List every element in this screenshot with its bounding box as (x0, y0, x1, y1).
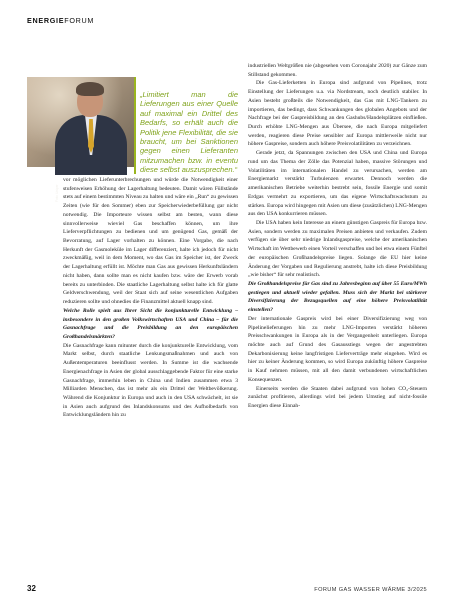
body-paragraph: Der internationale Gaspreis wird bei einer Diversifizierung weg von Pipelinelieferungen hin zu mehr LNG-Importen verstärkt höheren Preisschwankungen in Europa als in der Vergangenheit unterliegen. Europa möchte auch auf Grund des Gasausstiegs wegen der angestrebten Dekarbonisierung keine langfristigen Lieferverträge mehr eingehen. Wird es hier zu keiner Änderung kommen, so wird Europa zukünftig höhere Gaspreise in Kauf nehmen müssen, mit all den damit verbundenen wirtschaftlichen Konsequenzen. (248, 315, 427, 383)
section-header: ENERGIEFORUM (27, 16, 95, 25)
pullquote-divider (134, 77, 136, 174)
body-paragraph: Die Gasnachfrage kann mitunter durch die konjunkturelle Entwicklung, vom Markt selbst, durch staatliche Lenkungsmaßnahmen und auch von Außentemperaturen beeinflusst werden. In Summe ist die wachsende Energienachfrage in Asien der global ausschlaggebende Faktor für eine starke Gasnachfrage, immerhin leben in China und Indien zusammen etwa 3 Milliarden Menschen, das ist mehr als ein Drittel der Weltbevölkerung. Während die Konjunktur in Europa und auch in den USA schwächelt, ist sie in Asien auch aufgrund des Inlandskonsums und des Aufholbedarfs von Entwicklungsländern hin zu (63, 342, 238, 419)
interview-question: Die Großhandelspreise für Gas sind zu Jahresbeginn auf über 55 Euro/MWh gestiegen und aktuell wieder gefallen. Muss sich der Markt bei stärkerer Diversifizierung der Bezugsquellen auf eine höhere Preisvolatilität einstellen? (248, 280, 427, 314)
body-paragraph: Die Gas-Lieferketten in Europa sind aufgrund von Pipelines, trotz Einstellung der Lieferungen u.a. via Nordstream, noch deutlich stabiler. In Asien besteht großteils die Notwendigkeit, das Gas mit LNG-Tankern zu importieren, das bedingt, dass Schwankungen des globalen Angebots und der Nachfrage bei der Gaspreisbildung an den Gashubs/Handelsplätzen einfließen. Durch erhöhte LNG-Mengen aus Übersee, die nach Europa mitgeliefert werden, reagieren diese Preise sensibler auf Europa mittlerweile nicht nur höhere Gaspreise, sondern auch höhere Preisvolatilitäten zu verzeichnen. (248, 80, 427, 148)
pullquote: „Limitiert man die Lieferungen aus einer Quelle auf maximal ein Drittel des Bedarfs, so erhält auch die Politik jene Flexibilität, die sie braucht, um bei Sanktionen gegen einen Lieferanten mitzumachen bzw. in eventu diese selbst auszusprechen.“ (140, 90, 238, 175)
body-paragraph: industriellen Weltgrößen nie (abgesehen vom Coronajahr 2020) zur Gänze zum Stillstand gekommen. (248, 63, 427, 78)
body-paragraph: Gerade jetzt, da Spannungen zwischen den USA und China und Europa rund um das Thema der Zölle das Potenzial haben, massive Störungen und Volatilitäten im internationalen Handel zu verursachen, werden am Energiemarkt verstärkt Turbulenzen erwartet. Dennoch werden die amerikanischen Betriebe weiterhin bestrebt sein, fossile Energie und somit Erdgas vermehrt zu exportieren, um das eigene Wirtschaftswachstum zu stärken. Europa wird hingegen mit Asien um diese (zusätzlichen) LNG-Mengen aus den USA konkurrieren müssen. (248, 150, 427, 218)
interview-question: Welche Rolle spielt aus Ihrer Sicht die konjunkturelle Entwicklung – insbesondere in den großen Volkswirtschaften USA und China – für die Gasnachfrage und die Preisbildung an den europäischen Großhandelsmärkten? (63, 307, 238, 340)
body-paragraph: vor möglichen Lieferunterbrechungen und würde die Notwendigkeit einer stufenweisen Erhöhung der Lagerhaltung bedeuten. Damit wären Füllstände stets auf einem bestimmten Niveau zu halten und wäre ein „Run“ zu gewissen Zeiten (wie für den Sommer) eben zur Speicherwiederbefüllung gar nicht notwendig. Die Importeure wissen selbst am besten, wann diese sinnvollerweise wieviel Gas beschaffen können, um ihre Lieferverpflichtungen zu bedienen und um genügend Gas, gemäß der Bevorratung, auf Lager vorhalten zu können. Eine Vorgabe, die nach Herkunft der Gasmoleküle im Lager differenziert, halte ich jedoch für nicht zweckmäßig, weil in dem Moment, wo das Gas im Speicher ist, der Zweck der Lagerhaltung erfüllt ist. Möchte man Gas aus gewissen Herkunftsländern nicht haben, dann sollte man es nicht kaufen bzw. wäre der Erwerb vorab bereits zu unterbinden. Die staatliche Lagerhaltung selbst halte ich für glatte Geldverschwendung, weil der Staat sich auf seine wesentlichen Aufgaben reduzieren sollte und ohnedies die Finanzmittel aktuell knapp sind. (63, 177, 238, 306)
publication-footer: FORUM GAS WASSER WÄRME 3/2025 (314, 587, 427, 593)
text-column-left (63, 176, 238, 420)
body-paragraph: Einerseits werden die Staaten dabei aufgrund von hohen CO₂-Steuern zunächst profitieren, allerdings wird bei jedem Umstieg auf nicht-fossile Energien diese Einnah- (248, 385, 427, 410)
portrait-photo (27, 77, 134, 202)
photo-credit: Foto: Uniper (55, 184, 59, 202)
page-number: 32 (27, 584, 36, 593)
body-paragraph: Die USA haben kein Interesse an einem günstigen Gaspreis für Europa bzw. Asien, sondern werden zu maximalen Preisen anbieten und verkaufen. Zudem verfügen sie über sehr niedrige Inlandsgaspreise, welche der amerikanischen Wirtschaft im Wettbewerb einen Vorteil verschaffen und bei etwa einem Fünftel der europäischen Großhandelspreise liegen. Solange die EU hier keine Änderung der Vorgaben und Regulierung anstrebt, halte ich diese Preisbildung „wie bisher“ für sehr realistisch. (248, 219, 427, 279)
text-column-right (248, 62, 427, 411)
